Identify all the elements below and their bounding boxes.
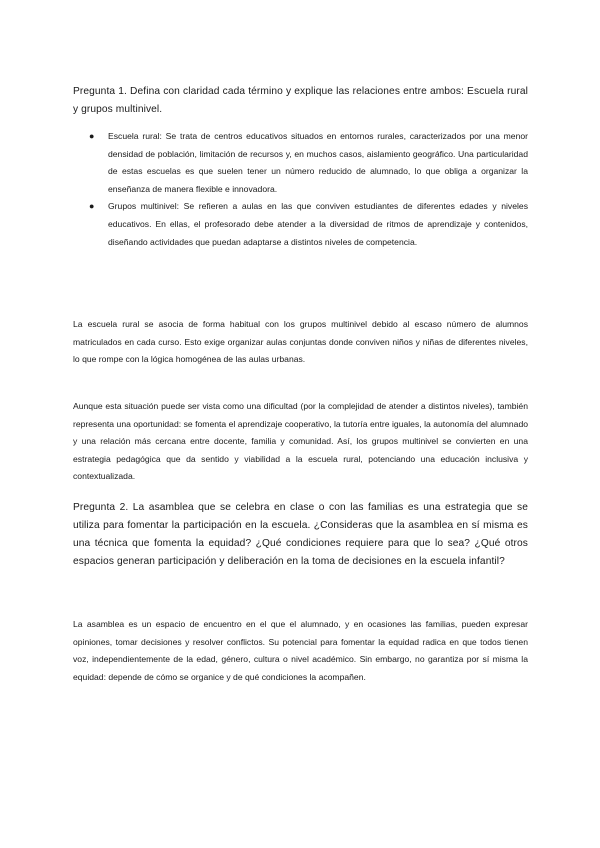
definition-multilevel-groups: Grupos multinivel: Se refieren a aulas en las que conviven estudiantes de diferentes edades y niveles educativos. En ellas, el profesorado debe atender a la diversidad de ritmos de aprendizaje y contenidos, diseñando actividades que puedan adaptarse a distintos niveles de competencia. [108,201,528,247]
bullet-icon: ● [89,131,95,141]
question-2: Pregunta 2. La asamblea que se celebra en clase o con las familias es una estrategia que se utiliza para fomentar la participación en la escuela. ¿Consideras que la asamblea en sí misma es una técnica que fomenta la equidad? ¿Qué condiciones requiere para que lo sea? ¿Qué otros espacios generan participación y deliberación en la toma de decisiones en la escuela infantil? [73,502,528,567]
paragraph-opportunity: Aunque esta situación puede ser vista como una dificultad (por la complejidad de atender a distintos niveles), también representa una oportunidad: se fomenta el aprendizaje cooperativo, la tutoría entre iguales, la autonomía del alumnado y una relación más cercana entre docente, familia y comunidad. Así, los grupos multinivel se convierten en una estrategia pedagógica que da sentido y viabilidad a la escuela rural, potenciando una educación inclusiva y contextualizada. [73,401,528,482]
list-item [73,198,528,251]
question-1: Pregunta 1. Defina con claridad cada término y explique las relaciones entre ambos: Escuela rural y grupos multinivel. [73,86,528,115]
definition-list [73,128,528,251]
paragraph-relationship: La escuela rural se asocia de forma habitual con los grupos multinivel debido al escaso número de alumnos matriculados en cada curso. Esto exige organizar aulas conjuntas donde conviven niños y niñas de diferentes niveles, lo que rompe con la lógica homogénea de las aulas urbanas. [73,319,528,365]
definition-rural-school: Escuela rural: Se trata de centros educativos situados en entornos rurales, caracterizados por una menor densidad de población, limitación de recursos y, en muchos casos, aislamiento geográfico. Una particularidad de estas escuelas es que suelen tener un número reducido de alumnado, lo que obliga a organizar la enseñanza de manera flexible e innovadora. [108,131,528,194]
paragraph-assembly: La asamblea es un espacio de encuentro en el que el alumnado, y en ocasiones las familias, pueden expresar opiniones, tomar decisiones y resolver conflictos. Su potencial para fomentar la equidad radica en que todos tienen voz, independientemente de la edad, género, cultura o nivel académico. Sin embargo, no garantiza por sí misma la equidad: depende de cómo se organice y de qué condiciones la acompañen. [73,619,528,682]
list-item [73,128,528,198]
bullet-icon: ● [89,201,95,212]
